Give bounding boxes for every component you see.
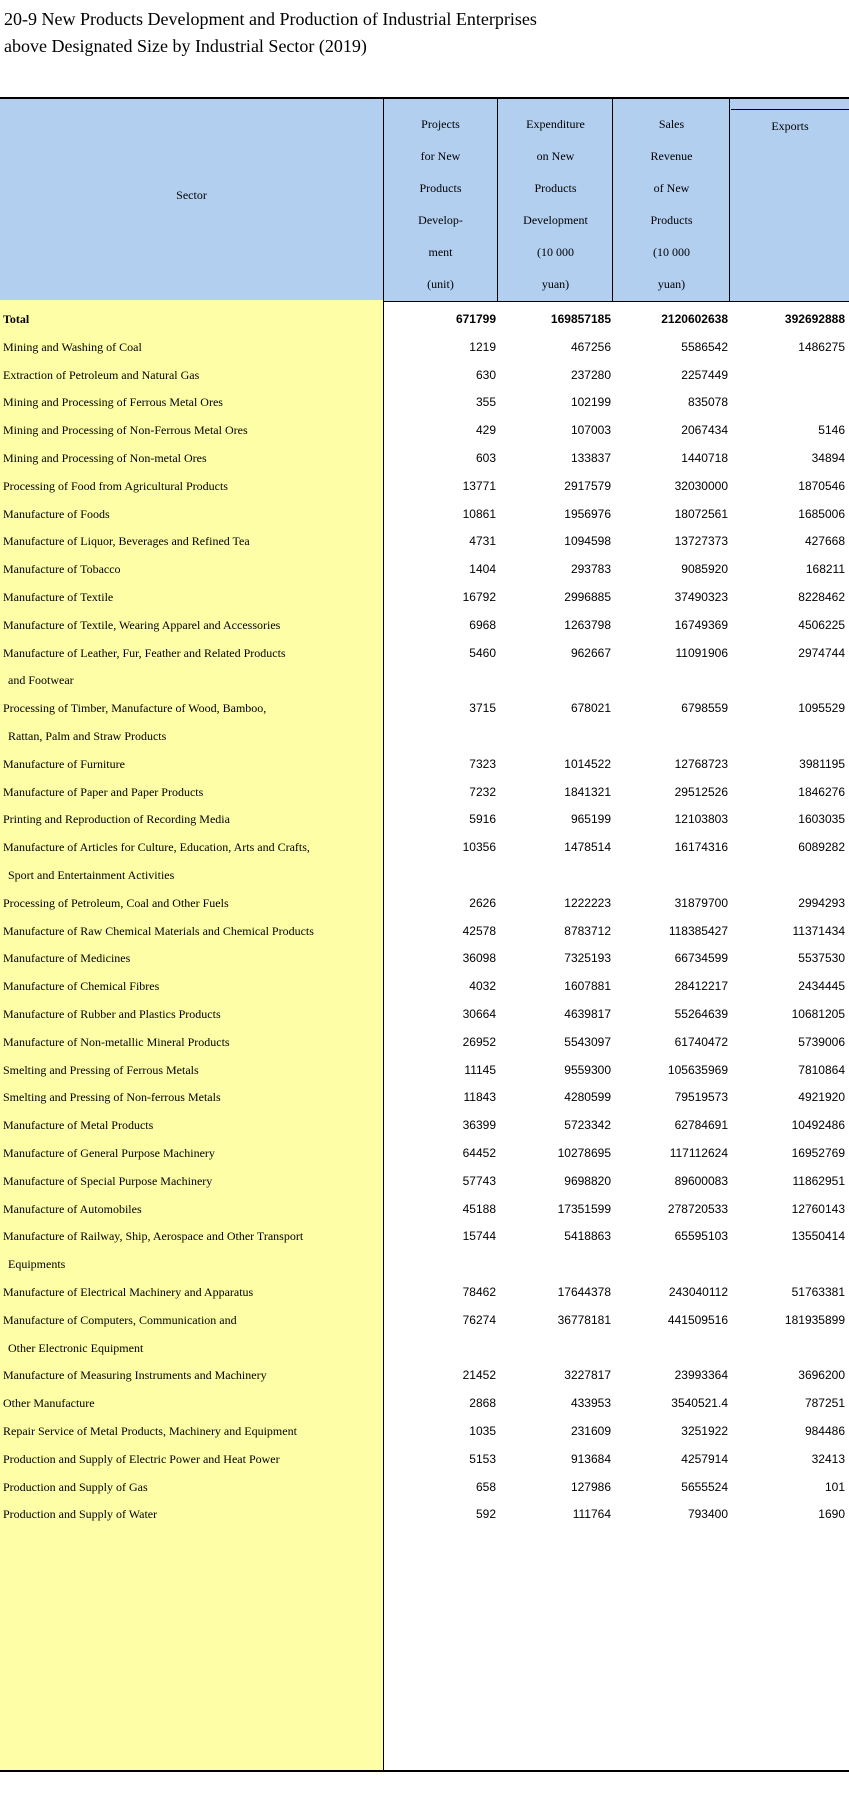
sales-cell: 2067434 [681,423,728,438]
exports-cell: 10681205 [791,1007,845,1021]
exports-cell: 787251 [804,1396,845,1411]
table-body [0,300,849,1771]
sales-cell: 12768723 [674,756,728,771]
expenditure-cell: 4280599 [564,1090,611,1105]
projects-cell: 76274 [462,1312,496,1327]
expenditure-cell: 2996885 [564,590,611,604]
expenditure-cell: 5418863 [564,1229,611,1244]
sales-cell: 13727373 [674,534,728,549]
sector-cell: Printing and Reproduction of Recording Media [3,812,230,827]
sector-cell: Processing of Petroleum, Coal and Other Fuels [3,895,229,910]
sales-cell: 6798559 [681,701,728,716]
projects-cell: 658 [475,1479,496,1494]
expenditure-cell: 102199 [570,395,611,410]
exports-cell: 2994293 [798,895,845,910]
sector-cell: Processing of Food from Agricultural Products [3,478,228,493]
projects-cell: 21452 [462,1368,496,1383]
sales-cell: 55264639 [674,1007,728,1021]
exports-cell: 13550414 [791,1229,845,1244]
projects-cell: 26952 [462,1034,496,1049]
header-sales [614,99,730,301]
exports-cell: 1095529 [798,701,845,716]
expenditure-cell: 107003 [570,423,611,438]
expenditure-cell: 36778181 [557,1312,611,1327]
projects-cell: 10861 [462,506,496,521]
projects-cell: 15744 [462,1229,496,1244]
projects-cell: 4731 [469,534,496,549]
header-line: of New [653,181,690,195]
projects-cell: 6968 [469,617,496,632]
exports-cell: 1603035 [798,812,845,827]
sales-cell: 3540521.4 [671,1396,728,1411]
table-header [0,97,849,302]
header-line: (10 000 [537,245,574,259]
sales-cell: 793400 [687,1507,728,1522]
expenditure-cell: 9698820 [564,1173,611,1188]
header-projects [384,99,498,301]
header-line: Revenue [650,149,693,163]
projects-cell: 13771 [462,478,496,493]
sector-cell-continuation: and Footwear [8,673,74,688]
sector-cell-continuation: Equipments [8,1257,66,1272]
expenditure-cell: 678021 [570,701,611,716]
header-line: yuan) [657,277,686,291]
expenditure-cell: 9559300 [564,1062,611,1077]
header-expenditure [499,99,613,301]
projects-cell: 36098 [462,951,496,966]
sales-cell: 105635969 [667,1062,728,1077]
projects-cell: 45188 [462,1201,496,1216]
exports-cell: 1690 [818,1507,845,1522]
exports-cell: 1870546 [798,478,845,493]
exports-cell: 1486275 [798,339,845,354]
exports-cell: 12760143 [791,1201,845,1216]
projects-cell: 1219 [469,339,496,354]
projects-cell: 36399 [462,1118,496,1133]
exports-cell: 6089282 [798,840,845,855]
projects-cell: 30664 [462,1007,496,1021]
projects-cell: 7323 [469,756,496,771]
sales-cell: 61740472 [674,1034,728,1049]
exports-cell: 2974744 [798,645,845,660]
header-exports [731,109,849,301]
sector-cell-continuation: Sport and Entertainment Activities [8,868,175,882]
sector-cell: Manufacture of Medicines [3,951,131,966]
exports-cell: 1846276 [798,784,845,799]
sector-cell: Mining and Processing of Ferrous Metal Ores [3,395,223,410]
exports-cell: 10492486 [791,1118,845,1133]
projects-cell: 603 [475,451,496,465]
sector-cell: Mining and Washing of Coal [3,339,142,354]
sector-cell: Manufacture of Rubber and Plastics Products [3,1007,221,1021]
sales-cell: 28412217 [674,979,728,994]
sales-cell: 441509516 [667,1312,728,1327]
projects-cell: 78462 [462,1285,496,1299]
exports-cell: 5739006 [798,1034,845,1049]
header-line: Products [650,213,693,227]
sales-cell: 66734599 [674,951,728,966]
sector-cell: Other Manufacture [3,1396,95,1411]
projects-cell: 355 [475,395,496,410]
exports-cell: 3696200 [798,1368,845,1383]
sales-cell: 118385427 [668,923,728,938]
exports-cell: 11862951 [792,1173,845,1188]
exports-cell: 168211 [805,562,845,577]
header-line: for New [420,149,461,163]
sector-cell: Manufacture of Electrical Machinery and Apparatus [3,1285,254,1299]
title-line-1: 20-9 New Products Development and Production of Industrial Enterprises [4,9,537,29]
sector-cell: Smelting and Pressing of Ferrous Metals [3,1062,199,1077]
exports-cell: 5146 [818,423,845,438]
expenditure-cell: 7325193 [564,951,611,966]
projects-cell: 2626 [469,895,496,910]
expenditure-cell: 1841321 [564,784,611,799]
expenditure-cell: 3227817 [564,1368,611,1383]
projects-cell: 5916 [469,812,496,827]
sales-cell: 18072561 [674,506,728,521]
table-bottom-rule [0,1770,849,1772]
sector-cell: Production and Supply of Gas [3,1479,148,1494]
sales-cell: 9085920 [681,562,728,577]
exports-cell: 16952769 [791,1146,845,1160]
sector-cell: Total [3,312,30,326]
expenditure-cell: 2917579 [564,478,611,493]
projects-cell: 11145 [464,1062,496,1077]
exports-cell: 2434445 [798,979,845,994]
sector-cell: Extraction of Petroleum and Natural Gas [3,367,200,382]
header-line: Expenditure [526,117,585,131]
header-line: (10 000 [653,245,690,259]
expenditure-cell: 17644378 [557,1285,611,1299]
sector-cell: Manufacture of Tobacco [3,562,121,577]
expenditure-cell: 1263798 [564,617,611,632]
exports-cell: 392692888 [784,312,845,326]
expenditure-cell: 5543097 [564,1034,611,1049]
sales-cell: 31879700 [674,895,728,910]
exports-cell: 1685006 [798,506,845,521]
sector-cell-continuation: Other Electronic Equipment [8,1340,144,1355]
expenditure-cell: 4639817 [564,1007,611,1021]
projects-cell: 2868 [469,1396,496,1411]
sales-cell: 2120602638 [661,312,728,326]
sales-cell: 243040112 [668,1285,728,1299]
expenditure-cell: 5723342 [564,1118,611,1133]
exports-cell: 51763381 [791,1285,845,1299]
expenditure-cell: 133837 [570,451,611,465]
exports-cell: 7810864 [798,1062,845,1077]
expenditure-cell: 1222223 [564,895,611,910]
projects-cell: 1404 [469,562,496,577]
sector-cell: Manufacture of Non-metallic Mineral Products [3,1034,230,1049]
expenditure-cell: 965199 [570,812,611,827]
exports-cell: 984486 [804,1424,845,1438]
projects-cell: 11843 [463,1090,496,1105]
header-line: Develop- [418,213,463,227]
sector-cell: Production and Supply of Electric Power and Heat Power [3,1451,280,1466]
exports-cell: 427668 [804,534,845,549]
sales-cell: 23993364 [674,1368,728,1383]
title-line-2: above Designated Size by Industrial Sector (2019) [4,36,367,56]
expenditure-cell: 237280 [570,367,611,382]
exports-cell: 4506225 [798,617,845,632]
expenditure-cell: 962667 [570,645,611,660]
sales-cell: 32030000 [674,478,728,493]
expenditure-cell: 433953 [570,1396,611,1411]
sales-cell: 4257914 [681,1451,728,1466]
sales-cell: 5586542 [681,339,728,354]
sector-cell: Manufacture of Automobiles [3,1201,142,1216]
exports-cell: 11371434 [792,923,845,938]
sector-cell-continuation: Rattan, Palm and Straw Products [8,729,167,743]
expenditure-cell: 1014522 [564,756,611,771]
projects-cell: 42578 [462,923,496,938]
expenditure-cell: 1607881 [564,979,611,994]
projects-cell: 3715 [469,701,496,716]
sales-cell: 65595103 [674,1229,728,1244]
exports-cell: 8228462 [798,590,845,604]
expenditure-cell: 1094598 [564,534,611,549]
exports-cell: 32413 [811,1451,845,1466]
sector-cell: Manufacture of Special Purpose Machinery [3,1173,213,1188]
table-row [0,1498,849,1530]
sales-cell: 62784691 [674,1118,728,1133]
sales-cell: 1440718 [681,451,728,465]
sales-cell: 37490323 [674,590,728,604]
sector-cell: Smelting and Pressing of Non-ferrous Metals [3,1090,221,1105]
sector-cell: Manufacture of Measuring Instruments and Machinery [3,1368,267,1383]
exports-cell: 4921920 [798,1090,845,1105]
expenditure-cell: 169857185 [550,312,611,326]
exports-cell: 34894 [811,451,845,465]
sector-cell: Processing of Timber, Manufacture of Wood, Bamboo, [3,701,267,716]
sales-cell: 2257449 [681,367,728,382]
sales-cell: 5655524 [681,1479,728,1494]
header-line: Products [534,181,577,195]
projects-cell: 7232 [469,784,496,799]
expenditure-cell: 913684 [570,1451,611,1466]
header-sector: Sector [0,99,384,301]
projects-cell: 5460 [469,645,496,660]
sector-cell: Manufacture of Liquor, Beverages and Refined Tea [3,534,250,549]
sector-cell: Manufacture of Leather, Fur, Feather and Related Products [3,645,286,660]
sector-cell: Mining and Processing of Non-metal Ores [3,451,207,465]
expenditure-cell: 293783 [570,562,611,577]
sector-cell: Manufacture of Metal Products [3,1118,154,1133]
projects-cell: 10356 [462,840,496,855]
sales-cell: 11091906 [675,645,728,660]
sector-cell: Manufacture of Chemical Fibres [3,979,160,994]
sector-cell: Manufacture of Foods [3,506,110,521]
sales-cell: 16749369 [674,617,728,632]
sector-cell: Manufacture of Raw Chemical Materials and Chemical Products [3,923,314,938]
header-line: Products [419,181,462,195]
projects-cell: 592 [475,1507,496,1522]
exports-cell: 181935899 [784,1312,845,1327]
sector-cell: Manufacture of Textile [3,590,114,604]
exports-cell: 5537530 [798,951,845,966]
sector-cell: Manufacture of Furniture [3,756,125,771]
header-line: on New [536,149,575,163]
projects-cell: 1035 [469,1424,496,1438]
sales-cell: 79519573 [674,1090,728,1105]
sales-cell: 29512526 [674,784,728,799]
sales-cell: 3251922 [681,1424,728,1438]
expenditure-cell: 231609 [570,1424,611,1438]
projects-cell: 5153 [469,1451,496,1466]
projects-cell: 4032 [469,979,496,994]
sales-cell: 117112624 [669,1146,728,1160]
header-line: (unit) [427,277,454,291]
header-line: Sales [658,117,685,131]
exports-cell: 101 [824,1479,845,1494]
sector-cell: Manufacture of Paper and Paper Products [3,784,204,799]
expenditure-cell: 127986 [570,1479,611,1494]
projects-cell: 64452 [462,1146,496,1160]
projects-cell: 429 [475,423,496,438]
expenditure-cell: 1478514 [564,840,611,855]
header-line: Projects [421,117,460,131]
sector-cell: Production and Supply of Water [3,1507,158,1522]
sector-cell: Mining and Processing of Non-Ferrous Metal Ores [3,423,248,438]
expenditure-cell: 111764 [572,1507,611,1522]
header-line: Development [523,213,588,227]
expenditure-cell: 17351599 [557,1201,611,1216]
expenditure-cell: 467256 [570,339,611,354]
projects-cell: 671799 [455,312,496,326]
header-line: yuan) [541,277,570,291]
expenditure-cell: 8783712 [564,923,611,938]
sector-cell: Manufacture of Railway, Ship, Aerospace and Other Transport [3,1229,304,1244]
sector-cell: Manufacture of Computers, Communication and [3,1312,237,1327]
projects-cell: 630 [475,367,496,382]
sales-cell: 16174316 [674,840,728,855]
exports-cell: 3981195 [799,756,845,771]
sales-cell: 89600083 [674,1173,728,1188]
header-line: ment [428,245,453,259]
projects-cell: 16792 [462,590,496,604]
sector-cell: Manufacture of Articles for Culture, Education, Arts and Crafts, [3,840,310,855]
sales-cell: 12103803 [674,812,728,827]
sales-cell: 835078 [687,395,728,410]
expenditure-cell: 10278695 [557,1146,611,1160]
projects-cell: 57743 [462,1173,496,1188]
sector-cell: Manufacture of Textile, Wearing Apparel and Accessories [3,617,281,632]
sector-cell: Repair Service of Metal Products, Machinery and Equipment [3,1424,297,1438]
expenditure-cell: 1956976 [564,506,611,521]
sector-cell: Manufacture of General Purpose Machinery [3,1146,215,1160]
header-line: Exports [771,119,809,133]
sales-cell: 278720533 [667,1201,728,1216]
table-title [4,6,537,60]
